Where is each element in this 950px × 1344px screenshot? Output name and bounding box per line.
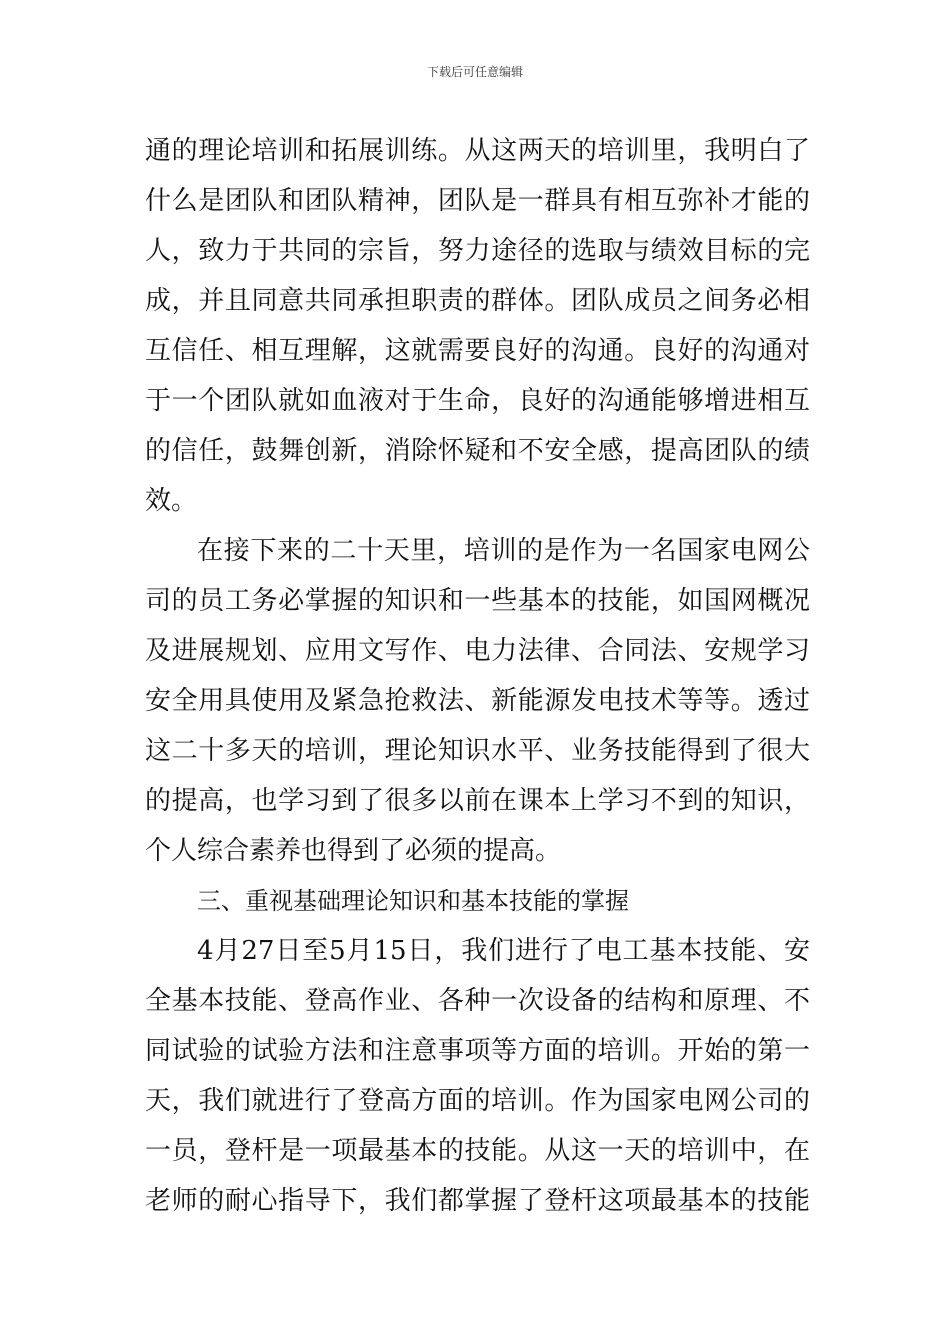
paragraph-start-line: 4月27日至5月15日，我们进行了电工基本技能、安 [197,936,810,966]
text-line: 的信任，鼓舞创新，消除怀疑和不安全感，提高团队的绩 [145,436,810,466]
page-header: 下载后可任意编辑 [426,65,523,79]
text-line: 个人综合素养也得到了必须的提高。 [145,836,562,866]
text-line: 司的员工务必掌握的知识和一些基本的技能，如国网概况 [145,586,810,616]
text-line: 于一个团队就如血液对于生命，良好的沟通能够增进相互 [145,386,810,416]
text-line: 老师的耐心指导下，我们都掌握了登杆这项最基本的技能 [145,1186,810,1216]
text-line: 同试验的试验方法和注意事项等方面的培训。开始的第一 [145,1036,810,1066]
text-line: 人，致力于共同的宗旨，努力途径的选取与绩效目标的完 [145,236,810,266]
text-line: 成，并且同意共同承担职责的群体。团队成员之间务必相 [145,286,810,316]
text-line: 天，我们就进行了登高方面的培训。作为国家电网公司的 [145,1086,810,1116]
text-line: 这二十多天的培训，理论知识水平、业务技能得到了很大 [145,736,810,766]
text-line: 一员，登杆是一项最基本的技能。从这一天的培训中，在 [145,1136,810,1166]
text-line: 及进展规划、应用文写作、电力法律、合同法、安规学习 [145,636,810,666]
text-line: 安全用具使用及紧急抢救法、新能源发电技术等等。透过 [145,686,810,716]
paragraph-start-line: 在接下来的二十天里，培训的是作为一名国家电网公 [197,536,810,566]
section-heading: 三、重视基础理论知识和基本技能的掌握 [197,887,629,915]
text-line: 全基本技能、登高作业、各种一次设备的结构和原理、不 [145,986,810,1016]
text-line: 通的理论培训和拓展训练。从这两天的培训里，我明白了 [145,136,810,166]
document-body [145,126,810,1226]
text-line: 互信任、相互理解，这就需要良好的沟通。良好的沟通对 [145,336,810,366]
text-line: 的提高，也学习到了很多以前在课本上学习不到的知识， [145,786,810,816]
text-line: 效。 [145,486,198,516]
text-line: 什么是团队和团队精神，团队是一群具有相互弥补才能的 [145,186,810,216]
